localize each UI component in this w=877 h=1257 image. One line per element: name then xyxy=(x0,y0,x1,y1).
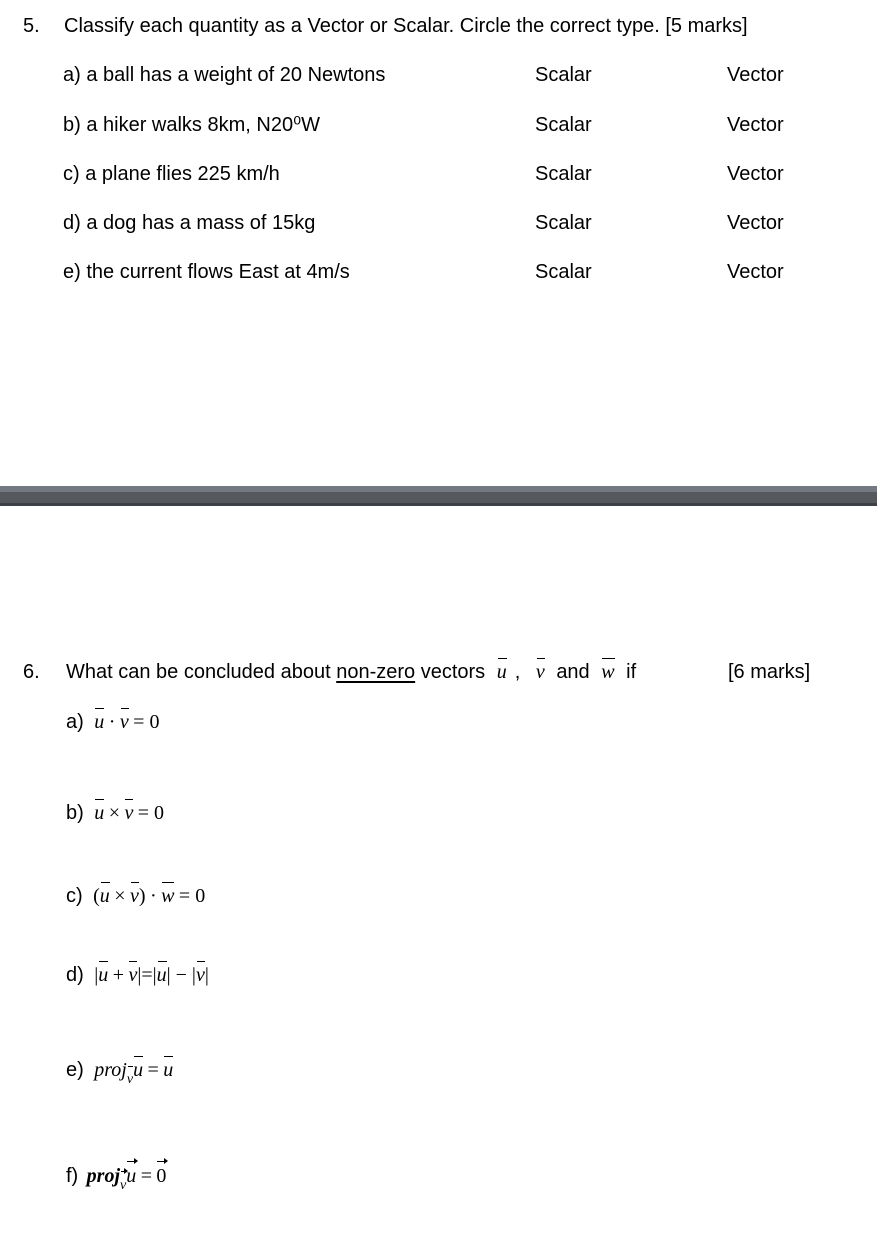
q6-part-e xyxy=(66,1058,173,1085)
q5-number: 5. xyxy=(23,15,40,37)
q6-prompt-start: What can be concluded about xyxy=(66,661,331,683)
q6-prompt xyxy=(66,660,636,684)
vector-w: w xyxy=(601,661,615,683)
q6-and: and xyxy=(556,661,590,683)
part-b-u: u xyxy=(94,802,105,824)
q5-item-c-vector[interactable]: Vector xyxy=(727,163,784,185)
q6-part-d xyxy=(66,963,209,987)
part-a-v: v xyxy=(119,711,129,733)
part-a-u: u xyxy=(94,711,105,733)
q6-part-f-label: f) xyxy=(66,1165,79,1187)
q6-part-a-label: a) xyxy=(66,711,84,733)
part-b-rhs: = 0 xyxy=(137,802,165,824)
part-d-v: v xyxy=(128,964,138,986)
q6-comma: , xyxy=(514,661,521,683)
part-d-u2: u xyxy=(156,964,167,986)
part-c-v: v xyxy=(129,885,139,907)
part-e-sub-v: v xyxy=(127,1068,133,1092)
vector-v: v xyxy=(535,661,545,683)
q5-item-a-scalar[interactable]: Scalar xyxy=(535,64,592,86)
part-e-eq: = xyxy=(147,1059,159,1081)
q6-part-b xyxy=(66,801,164,825)
part-f-u: u xyxy=(126,1165,137,1187)
q5-item-c-scalar[interactable]: Scalar xyxy=(535,163,592,185)
part-c-rhs: = 0 xyxy=(178,885,206,907)
page-divider xyxy=(0,486,877,506)
q5-prompt: Classify each quantity as a Vector or Scalar. Circle the correct type. [5 marks] xyxy=(64,15,748,37)
part-c-w: w xyxy=(161,885,175,907)
part-e-proj: proj xyxy=(94,1059,127,1081)
q6-if: if xyxy=(626,661,637,683)
part-b-v: v xyxy=(124,802,134,824)
q6-part-e-label: e) xyxy=(66,1059,84,1081)
q5-item-b-label: b) a hiker walks 8km, N20⁰W xyxy=(63,114,320,136)
q6-prompt-underlined: non-zero xyxy=(336,661,416,683)
vector-u: u xyxy=(496,661,507,683)
part-b-cross: × xyxy=(108,802,120,824)
part-a-rhs: = 0 xyxy=(133,711,160,733)
part-d-eqbar: |=| xyxy=(137,964,157,986)
part-c-u: u xyxy=(99,885,110,907)
part-d-bar: | xyxy=(94,964,99,986)
q6-part-b-label: b) xyxy=(66,802,84,824)
q5-item-b-scalar[interactable]: Scalar xyxy=(535,114,592,136)
q5-item-a-vector[interactable]: Vector xyxy=(727,64,784,86)
q5-item-c-label: c) a plane flies 225 km/h xyxy=(63,163,280,185)
part-d-v2: v xyxy=(195,964,205,986)
q6-prompt-vectors: vectors xyxy=(420,661,486,683)
part-f-sub-v: v xyxy=(120,1174,126,1198)
q6-part-c-label: c) xyxy=(66,885,83,907)
part-c-close: ) xyxy=(138,885,146,907)
part-f-eq: = xyxy=(140,1165,152,1187)
part-e-u: u xyxy=(133,1059,144,1081)
q6-number: 6. xyxy=(23,661,40,683)
part-a-dot: · xyxy=(108,711,116,733)
q5-item-d-scalar[interactable]: Scalar xyxy=(535,212,592,234)
part-e-u2: u xyxy=(163,1059,174,1081)
part-d-minus: | − | xyxy=(166,964,196,986)
q5-item-d-vector[interactable]: Vector xyxy=(727,212,784,234)
q5-item-e-label: e) the current flows East at 4m/s xyxy=(63,261,350,283)
q5-item-a-label: a) a ball has a weight of 20 Newtons xyxy=(63,64,386,86)
q6-part-a xyxy=(66,710,159,734)
q6-part-f xyxy=(66,1164,166,1191)
q5-item-e-scalar[interactable]: Scalar xyxy=(535,261,592,283)
q5-item-e-vector[interactable]: Vector xyxy=(727,261,784,283)
q6-part-d-label: d) xyxy=(66,964,84,986)
part-d-u: u xyxy=(98,964,109,986)
part-c-open: ( xyxy=(93,885,100,907)
q6-part-c xyxy=(66,884,205,908)
part-c-dot: · xyxy=(150,885,157,907)
part-c-cross: × xyxy=(114,885,126,907)
part-f-zero: 0 xyxy=(156,1165,167,1187)
q5-item-b-vector[interactable]: Vector xyxy=(727,114,784,136)
q6-marks: [6 marks] xyxy=(728,661,811,683)
part-d-endbar: | xyxy=(204,964,209,986)
q5-item-d-label: d) a dog has a mass of 15kg xyxy=(63,212,316,234)
part-f-proj: proj xyxy=(86,1165,121,1187)
part-d-plus: + xyxy=(112,964,124,986)
